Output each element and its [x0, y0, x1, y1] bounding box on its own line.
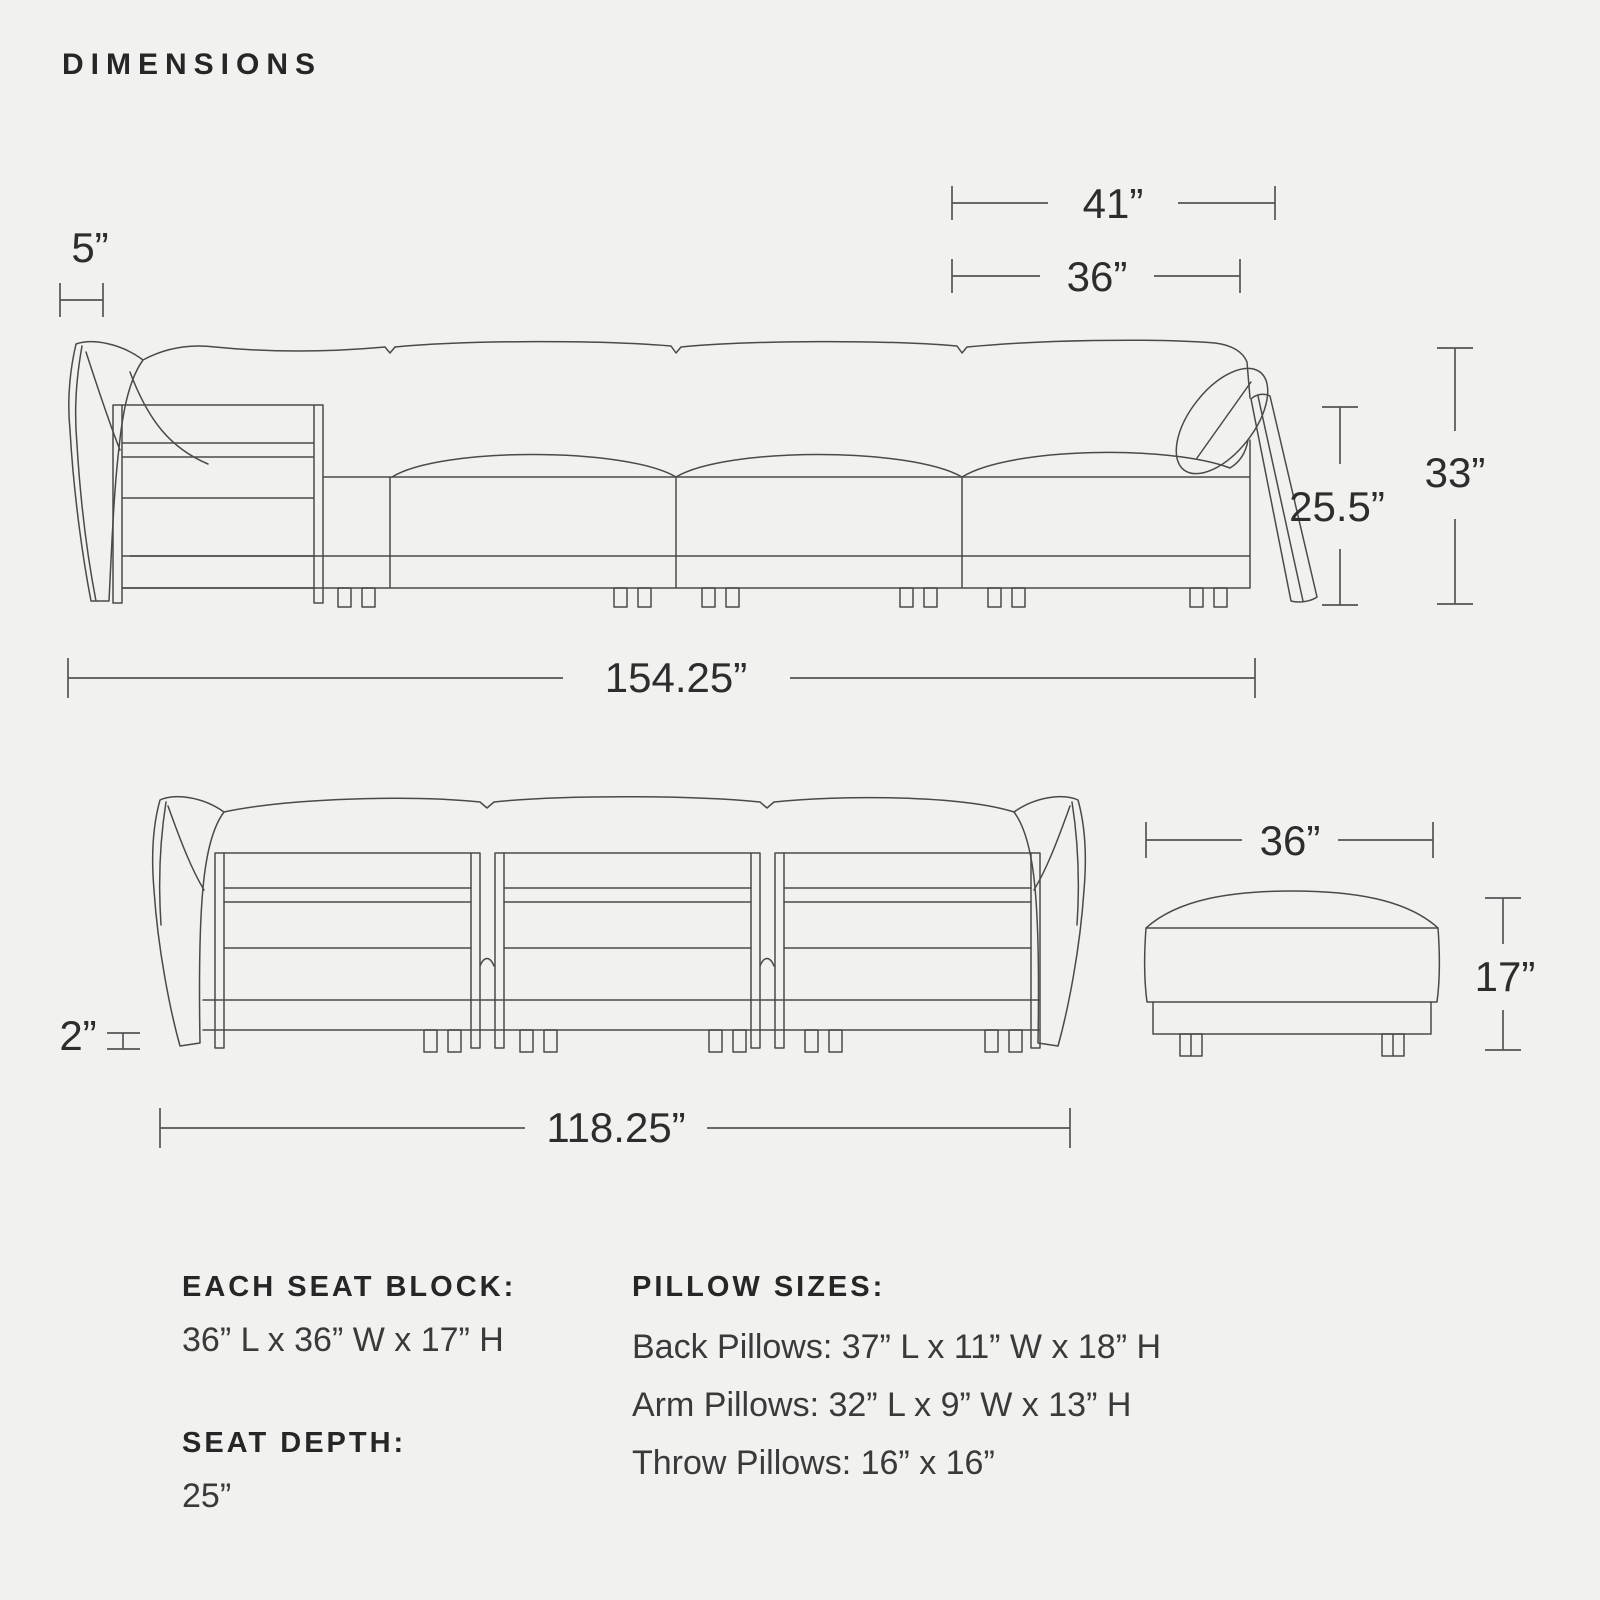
back-cushions-top [224, 797, 1014, 812]
pillow-specs-column [632, 1270, 1161, 1492]
dim-label-5: 5” [71, 224, 109, 271]
pillow-sizes-heading: PILLOW SIZES: [632, 1271, 886, 1303]
bolster-pillow [1159, 352, 1286, 489]
seat-specs-column [182, 1270, 516, 1518]
dimension-41 [952, 180, 1275, 227]
dim-label-118-25: 118.25” [546, 1104, 686, 1151]
dim-label-154-25: 154.25” [604, 654, 748, 701]
front-view-drawing [69, 340, 1317, 607]
dimension-33 [1425, 348, 1486, 604]
dimension-17 [1475, 898, 1536, 1050]
back-frame-slats [224, 853, 1031, 948]
back-left-arm [153, 797, 224, 1046]
arm-pillows-spec: Arm Pillows: 32” L x 9” W x 13” H [632, 1386, 1132, 1424]
dim-label-36-ottoman: 36” [1259, 817, 1321, 864]
ottoman-base [1153, 1002, 1431, 1034]
page-title: DIMENSIONS [62, 48, 323, 81]
throw-pillows-spec: Throw Pillows: 16” x 16” [632, 1444, 995, 1482]
front-seat-base-lines [122, 440, 1250, 588]
dim-label-33: 33” [1424, 449, 1486, 496]
dimension-118-25 [160, 1104, 1070, 1151]
dim-label-2: 2” [59, 1012, 97, 1059]
front-back-cushions-top [395, 340, 1250, 398]
back-right-arm [1014, 797, 1085, 1046]
back-pillows-spec: Back Pillows: 37” L x 11” W x 18” H [632, 1328, 1162, 1366]
dim-label-41: 41” [1082, 180, 1144, 227]
front-left-arm [69, 342, 143, 601]
seat-block-value: 36” L x 36” W x 17” H [182, 1321, 504, 1359]
ottoman-drawing [1145, 891, 1440, 1056]
dimension-154-25 [68, 654, 1255, 701]
back-base-rails [203, 959, 1040, 1031]
back-frame-posts [215, 853, 1040, 1048]
front-legs [338, 588, 1227, 607]
dimension-5 [60, 224, 109, 317]
seat-depth-value: 25” [182, 1477, 232, 1515]
dim-label-17: 17” [1474, 953, 1536, 1000]
ottoman-cushion [1145, 891, 1440, 1002]
dimension-25-5 [1289, 407, 1385, 605]
ottoman-legs [1180, 1034, 1404, 1056]
dimension-36-top [952, 253, 1240, 300]
front-corner-frame [113, 405, 323, 603]
back-view-drawing [153, 797, 1086, 1052]
dimension-36-ottoman [1146, 817, 1433, 864]
back-legs [424, 1030, 1022, 1052]
front-back-cushions-bottom [392, 440, 1248, 477]
dim-label-25-5: 25.5” [1289, 483, 1385, 530]
seat-depth-heading: SEAT DEPTH: [182, 1427, 407, 1459]
dim-label-36-top: 36” [1066, 253, 1128, 300]
seat-block-heading: EACH SEAT BLOCK: [182, 1271, 517, 1303]
dimension-2 [59, 1012, 140, 1059]
